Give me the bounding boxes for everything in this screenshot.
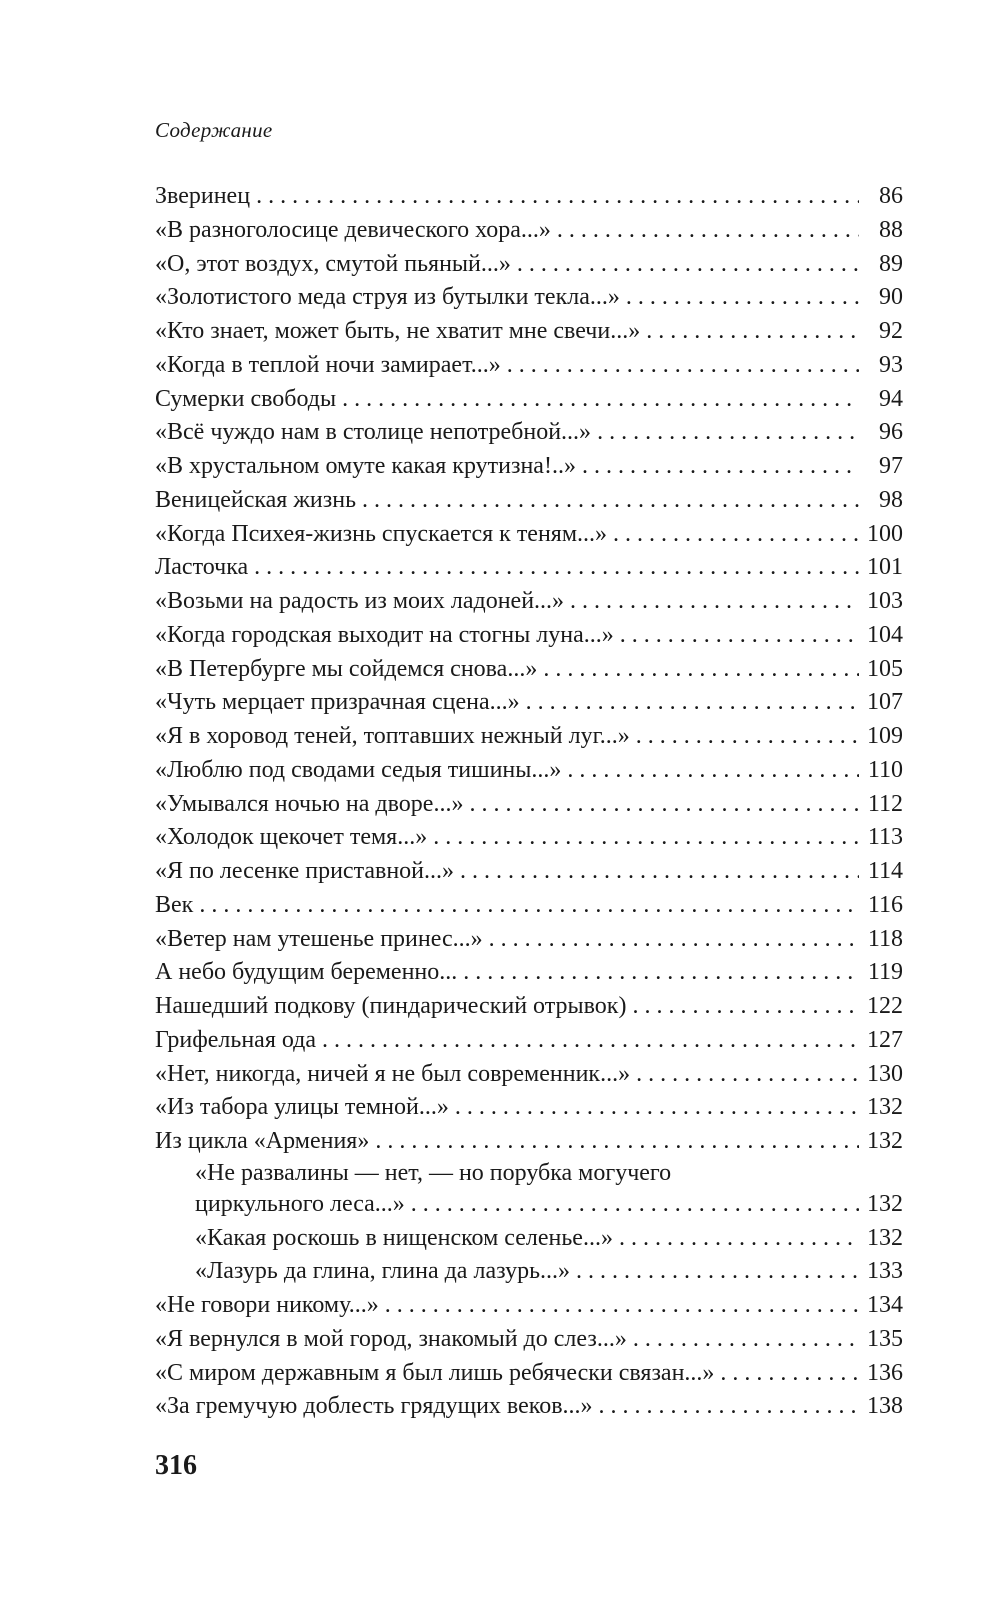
toc-entry[interactable]: [155, 1125, 903, 1159]
toc-entry-page: 113: [867, 824, 903, 851]
toc-entry-title: Грифельная ода: [155, 1026, 317, 1053]
toc-entry-title: Век: [155, 891, 194, 918]
dot-leader: [375, 1125, 859, 1159]
dot-leader: [597, 416, 859, 450]
dot-leader: [433, 821, 859, 855]
toc-entry-page: 112: [867, 790, 903, 817]
dot-leader: [646, 315, 859, 349]
toc-entry[interactable]: [155, 1024, 903, 1058]
dot-leader: [720, 1357, 859, 1391]
toc-entry[interactable]: [155, 1255, 903, 1289]
dot-leader: [567, 754, 859, 788]
toc-entry-page: 132: [867, 1128, 903, 1154]
toc-entry-page: 105: [867, 655, 903, 682]
toc-entry[interactable]: [155, 1091, 903, 1125]
toc-entry-title: «Чуть мерцает призрачная сцена...»: [155, 689, 520, 716]
dot-leader: [463, 956, 859, 990]
dot-leader: [469, 788, 859, 822]
toc-entry[interactable]: [155, 720, 903, 754]
toc-entry[interactable]: [155, 416, 903, 450]
toc-entry-page: 119: [867, 959, 903, 986]
toc-sub-entries: [155, 1222, 903, 1290]
dot-leader: [460, 855, 859, 889]
toc-entry[interactable]: [155, 1159, 903, 1222]
dot-leader: [199, 889, 859, 923]
toc-entry-page: 133: [867, 1258, 903, 1285]
toc-entry[interactable]: [155, 551, 903, 585]
toc-entry-title: «О, этот воздух, смутой пьяный...»: [155, 250, 511, 277]
dot-leader: [636, 1058, 859, 1092]
dot-leader: [620, 619, 859, 653]
toc-entry[interactable]: [155, 585, 903, 619]
toc-entry-title: «Возьми на радость из моих ладоней...»: [155, 588, 565, 614]
toc-entry-title: «В разноголосице девического хора...»: [155, 216, 551, 243]
running-head: Содержание: [155, 118, 273, 142]
toc-entry-title: циркульного леса...»: [195, 1190, 405, 1217]
toc-entry-page: 92: [879, 318, 903, 344]
toc-entry[interactable]: [155, 619, 903, 653]
toc-entry-title: «С миром державным я был лишь ребячески связан...»: [155, 1359, 715, 1386]
toc-entry[interactable]: [155, 923, 903, 957]
toc-entry-title: «Когда Психея-жизнь спускается к теням...»: [155, 520, 608, 547]
toc-entry-title-line1: «Не развалины — нет, — но порубка могучего: [195, 1159, 672, 1186]
toc-entry-page: 103: [867, 588, 903, 614]
toc-entry[interactable]: [155, 1323, 903, 1357]
toc-entry-title: «Я вернулся в мой город, знакомый до слез...»: [155, 1325, 627, 1352]
toc-entry-title: Зверинец: [155, 183, 251, 209]
toc-entry-title: «Какая роскошь в нищенском селенье...»: [195, 1224, 613, 1251]
toc-entry-title: Веницейская жизнь: [155, 486, 357, 513]
dot-leader: [385, 1289, 859, 1323]
toc-entry-title: «Всё чуждо нам в столице непотребной...»: [155, 419, 592, 446]
toc-entry[interactable]: [155, 1058, 903, 1092]
toc-entry[interactable]: [155, 349, 903, 383]
dot-leader: [599, 1390, 859, 1424]
toc-entry-title: Нашедший подкову (пиндарический отрывок): [155, 993, 627, 1019]
dot-leader: [570, 585, 859, 619]
toc-entry-page: 107: [867, 689, 903, 716]
toc-entry[interactable]: [155, 686, 903, 720]
toc-entry-title: «Не говори никому...»: [155, 1292, 379, 1318]
toc-entry[interactable]: [155, 281, 903, 315]
toc-entry-title: «Кто знает, может быть, не хватит мне свечи...»: [155, 318, 641, 344]
dot-leader: [455, 1091, 859, 1125]
toc-entry-title: «Когда городская выходит на стогны луна...»: [155, 621, 614, 648]
toc-entry[interactable]: [155, 1222, 903, 1256]
toc-entry-page: 138: [867, 1393, 903, 1420]
toc-entry-title: «За гремучую доблесть грядущих веков...»: [155, 1393, 593, 1420]
toc-entry[interactable]: [155, 788, 903, 822]
dot-leader: [507, 349, 859, 383]
toc-entry-page: 94: [879, 385, 903, 412]
toc-main-entries: [155, 180, 903, 1159]
toc-entry-title: Сумерки свободы: [155, 385, 337, 412]
toc-entry[interactable]: [155, 990, 903, 1024]
dot-leader: [254, 551, 859, 585]
toc-entry-title: «Люблю под сводами седыя тишины...»: [155, 756, 562, 783]
dot-leader: [322, 1024, 859, 1058]
toc-entry[interactable]: [155, 180, 903, 214]
toc-entry-title: «Золотистого меда струя из бутылки текла...»: [155, 284, 620, 311]
toc-entry-title: «Нет, никогда, ничей я не был современник...»: [155, 1060, 631, 1087]
toc-entry-page: 114: [867, 858, 903, 884]
dot-leader: [632, 990, 859, 1024]
toc-entry-title: «Умывался ночью на дворе...»: [155, 790, 464, 817]
toc-entry[interactable]: [155, 484, 903, 518]
toc-entry[interactable]: [155, 248, 903, 282]
dot-leader: [633, 1323, 859, 1357]
toc-entry-page: 132: [867, 1224, 903, 1251]
toc-entry-title: Из цикла «Армения»: [155, 1128, 370, 1154]
dot-leader: [613, 518, 859, 552]
toc-entry-page: 101: [867, 554, 903, 581]
toc-entry[interactable]: [155, 1289, 903, 1323]
toc-armenia-cycle: [155, 1159, 903, 1289]
toc-entry-page: 135: [867, 1325, 903, 1352]
toc-entry-page: 130: [867, 1060, 903, 1087]
toc-entry-page: 100: [867, 520, 903, 547]
dot-leader: [411, 1188, 859, 1222]
toc-entry-title: «В Петербурге мы сойдемся снова...»: [155, 655, 538, 682]
toc-entry[interactable]: [155, 653, 903, 687]
page-number: 316: [155, 1450, 197, 1481]
dot-leader: [362, 484, 859, 518]
toc-entry[interactable]: [155, 315, 903, 349]
toc-entry-page: 110: [867, 756, 903, 783]
dot-leader: [576, 1255, 859, 1289]
toc-entry-title: «В хрустальном омуте какая крутизна!..»: [155, 453, 576, 479]
toc-entry-page: 132: [867, 1094, 903, 1121]
dot-leader: [543, 653, 859, 687]
dot-leader: [526, 686, 859, 720]
toc-entry-page: 134: [867, 1292, 903, 1318]
toc-entry-title: «Я в хоровод теней, топтавших нежный луг...»: [155, 723, 630, 749]
toc-entry[interactable]: [155, 754, 903, 788]
toc-entry[interactable]: [155, 889, 903, 923]
toc-entry[interactable]: [155, 450, 903, 484]
dot-leader: [626, 281, 859, 315]
toc-entry[interactable]: [155, 956, 903, 990]
toc-entry-title: «Когда в теплой ночи замирает...»: [155, 351, 501, 378]
dot-leader: [582, 450, 859, 484]
dot-leader: [489, 923, 859, 957]
toc-entry-title: А небо будущим беременно...: [155, 959, 458, 986]
toc-entry-title: Ласточка: [155, 554, 249, 581]
toc-entry-page: 89: [879, 250, 903, 277]
toc-entry[interactable]: [155, 1390, 903, 1424]
toc-entry-page: 136: [867, 1359, 903, 1386]
toc-entry-page: 118: [867, 925, 903, 952]
toc-entry[interactable]: [155, 214, 903, 248]
toc-entry[interactable]: [155, 518, 903, 552]
table-of-contents: [155, 180, 903, 1424]
toc-entry-page: 97: [879, 453, 903, 479]
toc-entry-title: «Холодок щекочет темя...»: [155, 824, 428, 851]
toc-entry-page: 86: [879, 183, 903, 209]
toc-entry-page: 90: [879, 284, 903, 311]
dot-leader: [342, 383, 859, 417]
dot-leader: [636, 720, 859, 754]
toc-after-entries: [155, 1289, 903, 1424]
toc-entry-page: 116: [867, 891, 903, 918]
toc-entry-page: 104: [867, 621, 903, 648]
toc-entry-title: «Лазурь да глина, глина да лазурь...»: [195, 1258, 571, 1285]
toc-entry[interactable]: [155, 855, 903, 889]
toc-entry-title: «Я по лесенке приставной...»: [155, 858, 455, 884]
toc-entry-page: 98: [879, 486, 903, 513]
toc-entry[interactable]: [155, 383, 903, 417]
dot-leader: [517, 248, 859, 282]
toc-entry-page: 88: [879, 216, 903, 243]
toc-entry-title: «Ветер нам утешенье принес...»: [155, 925, 483, 952]
toc-entry-title: «Из табора улицы темной...»: [155, 1094, 449, 1121]
toc-entry[interactable]: [155, 821, 903, 855]
toc-entry-page: 122: [867, 993, 903, 1019]
toc-entry[interactable]: [155, 1357, 903, 1391]
toc-entry-page: 127: [867, 1026, 903, 1053]
dot-leader: [256, 180, 859, 214]
dot-leader: [557, 214, 859, 248]
toc-entry-page: 132: [867, 1190, 903, 1217]
toc-entry-page: 93: [879, 351, 903, 378]
toc-entry-page: 96: [879, 419, 903, 446]
toc-entry-page: 109: [867, 723, 903, 749]
dot-leader: [619, 1222, 859, 1256]
